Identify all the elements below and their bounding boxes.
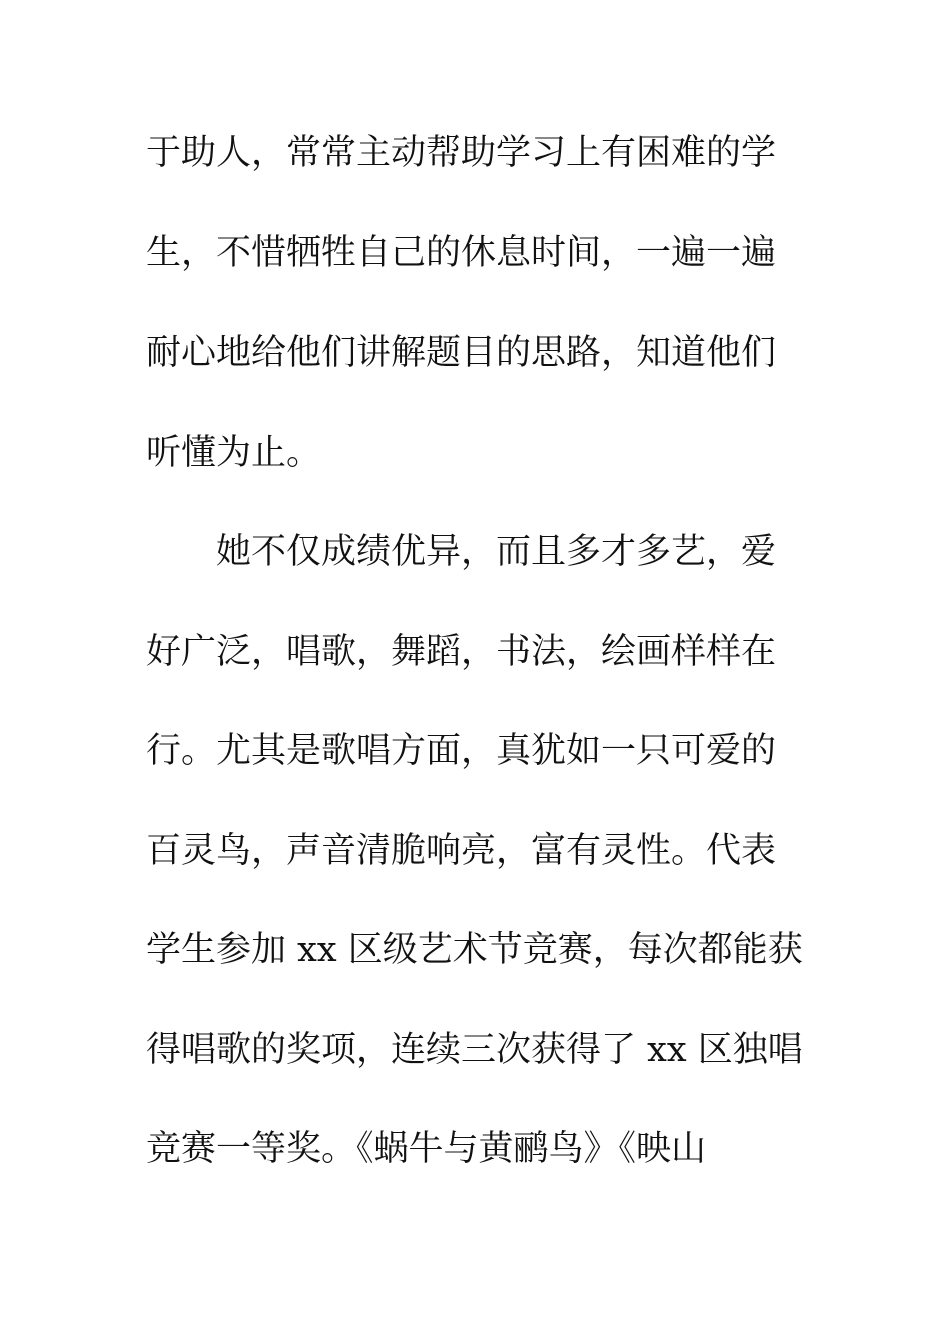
text-line: 竞赛一等奖。《蜗牛与黄鹂鸟》《映山: [146, 1129, 707, 1169]
text-line: 学生参加 xx 区级艺术节竞赛，每次都能获: [146, 930, 803, 970]
text-line: 行。尤其是歌唱方面，真犹如一只可爱的: [146, 731, 777, 771]
text-line: 得唱歌的奖项，连续三次获得了 xx 区独唱: [146, 1030, 803, 1070]
text-line: 好广泛，唱歌，舞蹈，书法，绘画样样在: [146, 632, 777, 672]
text-line: 听懂为止。: [146, 433, 322, 473]
text-line: 于助人，常常主动帮助学习上有困难的学: [146, 133, 777, 173]
text-line: 百灵鸟，声音清脆响亮，富有灵性。代表: [146, 831, 777, 871]
text-line: 生，不惜牺牲自己的休息时间，一遍一遍: [146, 233, 777, 273]
text-line: 耐心地给他们讲解题目的思路，知道他们: [146, 333, 777, 373]
paragraph-first-line: 她不仅成绩优异，而且多才多艺，爱: [216, 532, 777, 572]
